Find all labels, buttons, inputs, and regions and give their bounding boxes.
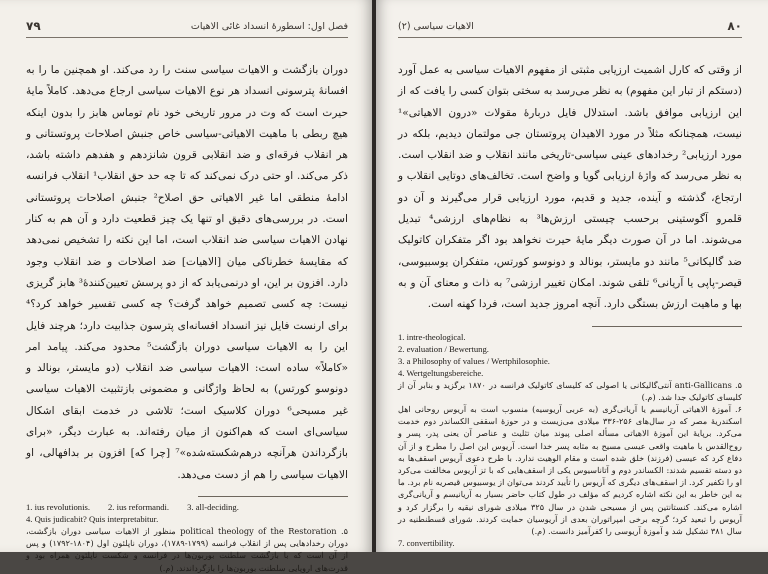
footnote: 3. a Philosophy of values / Wertphilosophie. xyxy=(398,355,550,366)
footnote: 4. Quis judicabit? Quis interpretabitur. xyxy=(26,513,159,524)
page-number: ۷۹ xyxy=(26,19,41,33)
right-page xyxy=(376,0,768,552)
paragraph: از وقتی که کارل اشمیت ارزیابی مثبتی از مفهوم الاهیات سیاسی به عمل آورد (دستکم از تبار این مفهوم) به نظر می‌رسد به سختی بتوان کسی را یافت که از این ارزیابی موافق باشد. استدلال فایل دربارهٔ مقولات «درون الاهیاتی»¹ نیست، همچنانکه مثلاً در مورد الاهیدان پروتستان جی مولتمان دیدیم، بلکه در مورد ارزیابی² رخدادهای عینی سیاسی-تاریخی مانند انقلاب و ضد انقلاب است. به نظر می‌رسد که واژهٔ ارزیابی گویا و واضح است. تخالف‌های دوتایی انقلاب و ارتجاع، گذشته و آینده، جدید و قدیم، مورد ارزیابی قرار می‌گیرند و آن دو قلمرو آگوستینی برحسب چیستی ارزش‌ها³ به نظام‌های ارزشی⁴ تبدیل می‌شوند. اما در آن صورت دیگر مایهٔ حیرت نخواهد بود اگر متفکران کاتولیک ضد گالیکانی⁵ مانند دو مایستر، بونالد و دونوسو کورتس، متفکران یوسبیوسی، قیصر-پاپی یا آریانی⁶ تلقی شوند. امکان تغییر ارزشی⁷ به ذات و معنای آن و به بها و ماهیت ارزش بستگی دارد. آنچه امروز جدید است، فردا کهنه است. xyxy=(398,64,742,311)
footnote: 2. evaluation / Bewertung. xyxy=(398,343,489,354)
footnote: 1. ius revolutionis. xyxy=(26,501,90,512)
footnote: 7. convertibility. xyxy=(398,538,455,549)
footnote-rule xyxy=(198,496,348,497)
body-text xyxy=(26,60,348,486)
footnote-rule xyxy=(592,326,742,327)
footnote: ۵. anti-Gallicans آنتی‌گالیکانی یا اصولی که کلیسای کاتولیک فرانسه در ۱۸۷۰ برگزید و بنابر آن از کلیسای کاتولیک جدا شد. (م.) xyxy=(398,379,742,402)
body-text xyxy=(398,60,742,316)
page-header xyxy=(26,18,348,38)
footnote: ۵. political theology of the Restoration منظور از الاهیات سیاسی دوران بازگشت، دوران رخدادهایی پس از انقلاب فرانسه (۱۷۹۹-۱۷۸۹)، دوران ناپلئون اول (۱۸۰۴-۱۷۹۲) و پس از آن است که با بازگشت سلطنت بوربون‌ها در فرانسه و شکست ناپلئون همراه بود و قدرت‌های اروپایی سلطنت بوربون‌ها را بازگرداندند. (م.) xyxy=(26,525,349,573)
page-number: ۸۰ xyxy=(727,19,742,33)
footnote: 1. intre-theological. xyxy=(398,331,466,342)
footnote: ۶. آموزهٔ الاهیاتی آریانیسم یا آریانی‌گری (به عربی آریوسیه) منسوب است به آریوس روحانی اهل اسکندریهٔ مصر که در سال‌های ۲۵۶-۳۳۶ میلادی می‌زیست و در حوزهٔ اسقفی الکساندر دوم خدمت می‌کرد. برپایهٔ این آموزهٔ الاهیاتی مسأله اصلی پیوند میان تثلیث و عناصر آن یعنی پدر، پسر و روح‌القدس با ماهیت واقعی عیسی مسیح به مثابه پسر خدا است. آریوس این اصل را مطرح و از آن دفاع کرد که عیسی (فرزند) خلق شده است و مقام الوهیت ندارد. با طرح دعوی آریوس اسقف‌ها به دو دسته تقسیم شدند: الکساندر دوم و آتاناسیوس یکی از اسقف‌هایی که با تز آریوس مخالفت می‌کرد او را تکفیر کرد. از اسقف‌های دیگری که آریوس را تأیید کردند می‌توان از یوسبیوس قیصریه نام برد. ما به این خاطر به این نکته اشاره کردیم که مؤلف در طول کتاب حاضر بسیار به آریانیسم و آریانی‌گری اشاره می‌کند. کنستانتین پس از مسیحی شدن در سال ۳۲۵ میلادی شورای نیقیه را برگزار کرد و آریوس را تبعید کرد؛ گرچه برخی امپراتوران بعدی از آریوسیان حمایت کردند. شورای قسطنطنیه در سال ۳۸۱ تشکیل شد و آموزهٔ آریوسی را کفرآمیز دانست. (م.) xyxy=(398,403,742,536)
running-head: الاهیات سیاسی (۲) xyxy=(398,20,474,32)
paragraph: دوران بازگشت و الاهیات سیاسی سنت را رد می‌کند. او همچنین ما را به افسانهٔ پترسونی انسداد هر نوع الاهیات سیاسی ارجاع می‌دهد. کاملاً مایهٔ حیرت است که وت در مرور تاریخی خود نام توماس هابز را بدون اینکه هیچ ربطی با ماهیت الاهیاتی-سیاسی خاص جنبش اصلاحات پروتستانی و هر انقلاب فرقه‌ای و ضد انقلابی قرون شانزدهم و هفدهم داشته باشد، ذکر می‌کند. او حتی درک نمی‌کند که تا چه حد حق انقلاب¹ انقلاب فرانسه ادامهٔ منطقی اما غیر الاهیاتی حق اصلاح² جنبش اصلاحات پروتستانی است. در بررسی‌های دقیق او تنها یک چیز قطعیت دارد و آن هم به کنار نهادن الاهیات سیاسی ضد انقلاب است، اما این نکته را تشخیص نمی‌دهد که مقایسهٔ خطرناکی میان [الاهیات] ضد اصلاحات و ضد انقلاب وجود دارد. افزون بر این، او درنمی‌یابد که از دو پرسش تعیین‌کنندهٔ³ هابز گریزی نیست: چه کسی تصمیم خواهد گرفت؟ چه کسی تفسیر خواهد کرد؟⁴ برای ارنست فایل نیز انسداد افسانه‌ای پترسون جذابیت دارد؛ هرچند فایل این را به الاهیات سیاسی دوران بازگشت⁵ محدود می‌کند. پیامد امر «کاملاً» ساده است: الاهیات سیاسی ضد انقلاب (دو مایستر، بونالد و دونوسو کورتس) به لحاظ واژگانی و مضمونی بازتثبیت الاهیات سیاسی غیر مسیحی⁶ دوران کلاسیک است؛ تلاشی در خدمت ابقای اشکال سیاسی‌ای است که هم‌اکنون از میان رفته‌اند. به عبارت دیگر، «برای بازگرداندن هرآنچه درهم‌شکسته‌شده»⁷ [چرا که] افزون بر بدافهالی، او الاهیات سیاسی را هم از دست می‌دهد. xyxy=(26,64,348,481)
footnote: 4. Wertgeltungsbereiche. xyxy=(398,367,484,378)
footnotes-latin xyxy=(26,501,348,513)
left-page xyxy=(0,0,372,573)
running-head: فصل اول: اسطورهٔ انسداد غائی الاهیات xyxy=(190,20,348,32)
page-header xyxy=(398,18,742,38)
footnote: 3. all-deciding. xyxy=(187,501,239,512)
footnote: 2. ius reformandi. xyxy=(107,501,170,512)
